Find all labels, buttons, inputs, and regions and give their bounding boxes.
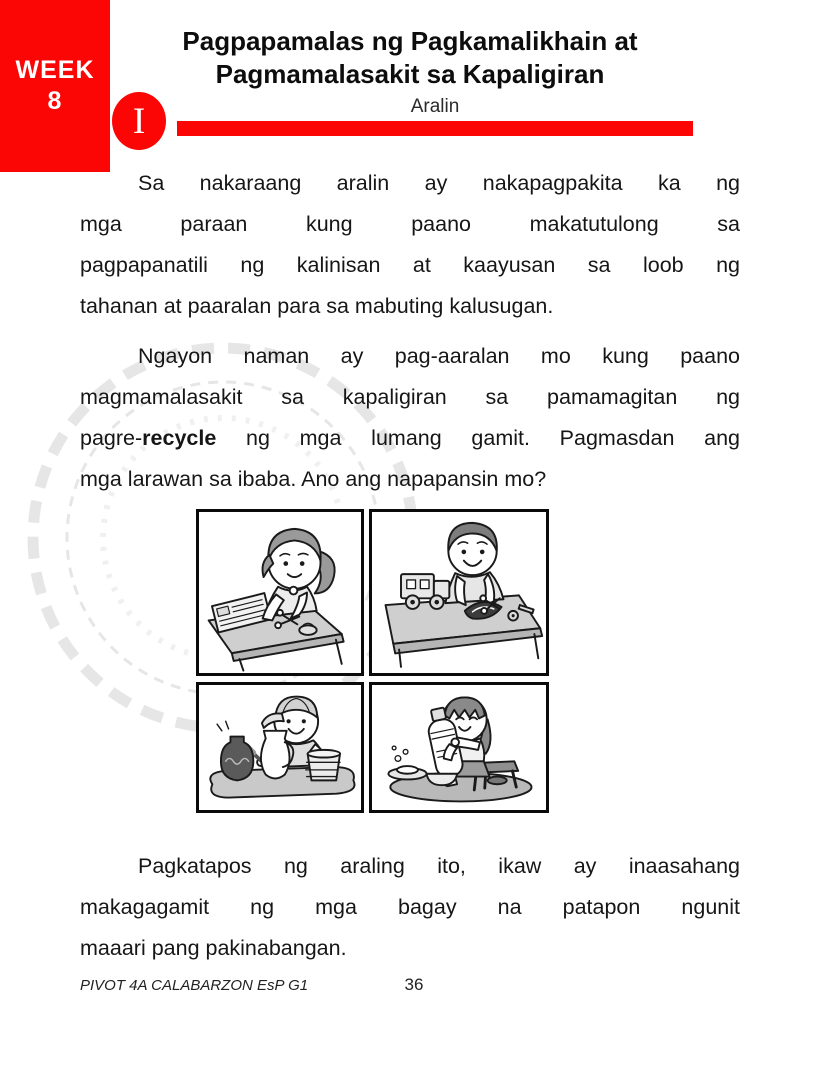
illustration-girl-cutting-newspaper bbox=[196, 509, 364, 676]
paragraph-1 bbox=[80, 163, 740, 327]
week-badge bbox=[0, 0, 110, 172]
paragraph-line bbox=[80, 418, 740, 459]
girl-cutting-newspaper-drawing bbox=[199, 512, 361, 673]
title-line-2: Pagmamalasakit sa Kapaligiran bbox=[215, 59, 605, 89]
girl-cleaning-plastic-bottle-drawing bbox=[372, 685, 546, 810]
paragraph-line: Pagkatapos ng araling ito, ikaw ay inaasahang bbox=[138, 854, 740, 878]
paragraph-line: magmamalasakit sa kapaligiran sa pamamagitan ng bbox=[80, 385, 740, 409]
illustration-grid bbox=[196, 509, 549, 813]
illustration-girl-cleaning-plastic-bottle bbox=[369, 682, 549, 813]
page-title bbox=[100, 25, 720, 91]
section-i-badge bbox=[112, 92, 166, 150]
week-number: 8 bbox=[47, 87, 63, 115]
paragraph-line: makagagamit ng mga bagay na patapon ngunit bbox=[80, 895, 740, 919]
footer-book-label: PIVOT 4A CALABARZON EsP G1 bbox=[80, 977, 309, 994]
week-label: WEEK bbox=[15, 56, 95, 84]
paragraph-line: mga paraan kung paano makatutulong sa bbox=[80, 212, 740, 236]
title-line-1: Pagpapamalas ng Pagkamalikhain at bbox=[182, 26, 638, 56]
paragraph-line: mga larawan sa ibaba. Ano ang napapansin mo? bbox=[80, 467, 547, 491]
page-number: 36 bbox=[404, 975, 424, 994]
recycle-keyword: recycle bbox=[142, 426, 217, 450]
section-divider-bar bbox=[177, 121, 693, 136]
illustration-boy-painting-vases bbox=[196, 682, 364, 813]
boy-painting-vases-drawing bbox=[199, 685, 361, 810]
paragraph-line: Ngayon naman ay pag-aaralan mo kung paano bbox=[138, 344, 740, 368]
paragraph-3 bbox=[80, 846, 740, 969]
text-run: ng mga lumang gamit. Pagmasdan ang bbox=[216, 426, 740, 450]
section-label-aralin: Aralin bbox=[410, 96, 460, 117]
illustration-boy-making-toy-truck bbox=[369, 509, 549, 676]
boy-making-toy-truck-drawing bbox=[372, 512, 546, 673]
text-run: pagre- bbox=[80, 426, 143, 450]
paragraph-line: pagpapanatili ng kalinisan at kaayusan sa loob ng bbox=[80, 253, 740, 277]
paragraph-line: tahanan at paaralan para sa mabuting kalusugan. bbox=[80, 294, 554, 318]
section-i-marker: I bbox=[132, 100, 146, 142]
paragraph-line: Sa nakaraang aralin ay nakapagpakita ka ng bbox=[138, 171, 740, 195]
paragraph-line: maaari pang pakinabangan. bbox=[80, 936, 347, 960]
paragraph-2 bbox=[80, 336, 740, 500]
